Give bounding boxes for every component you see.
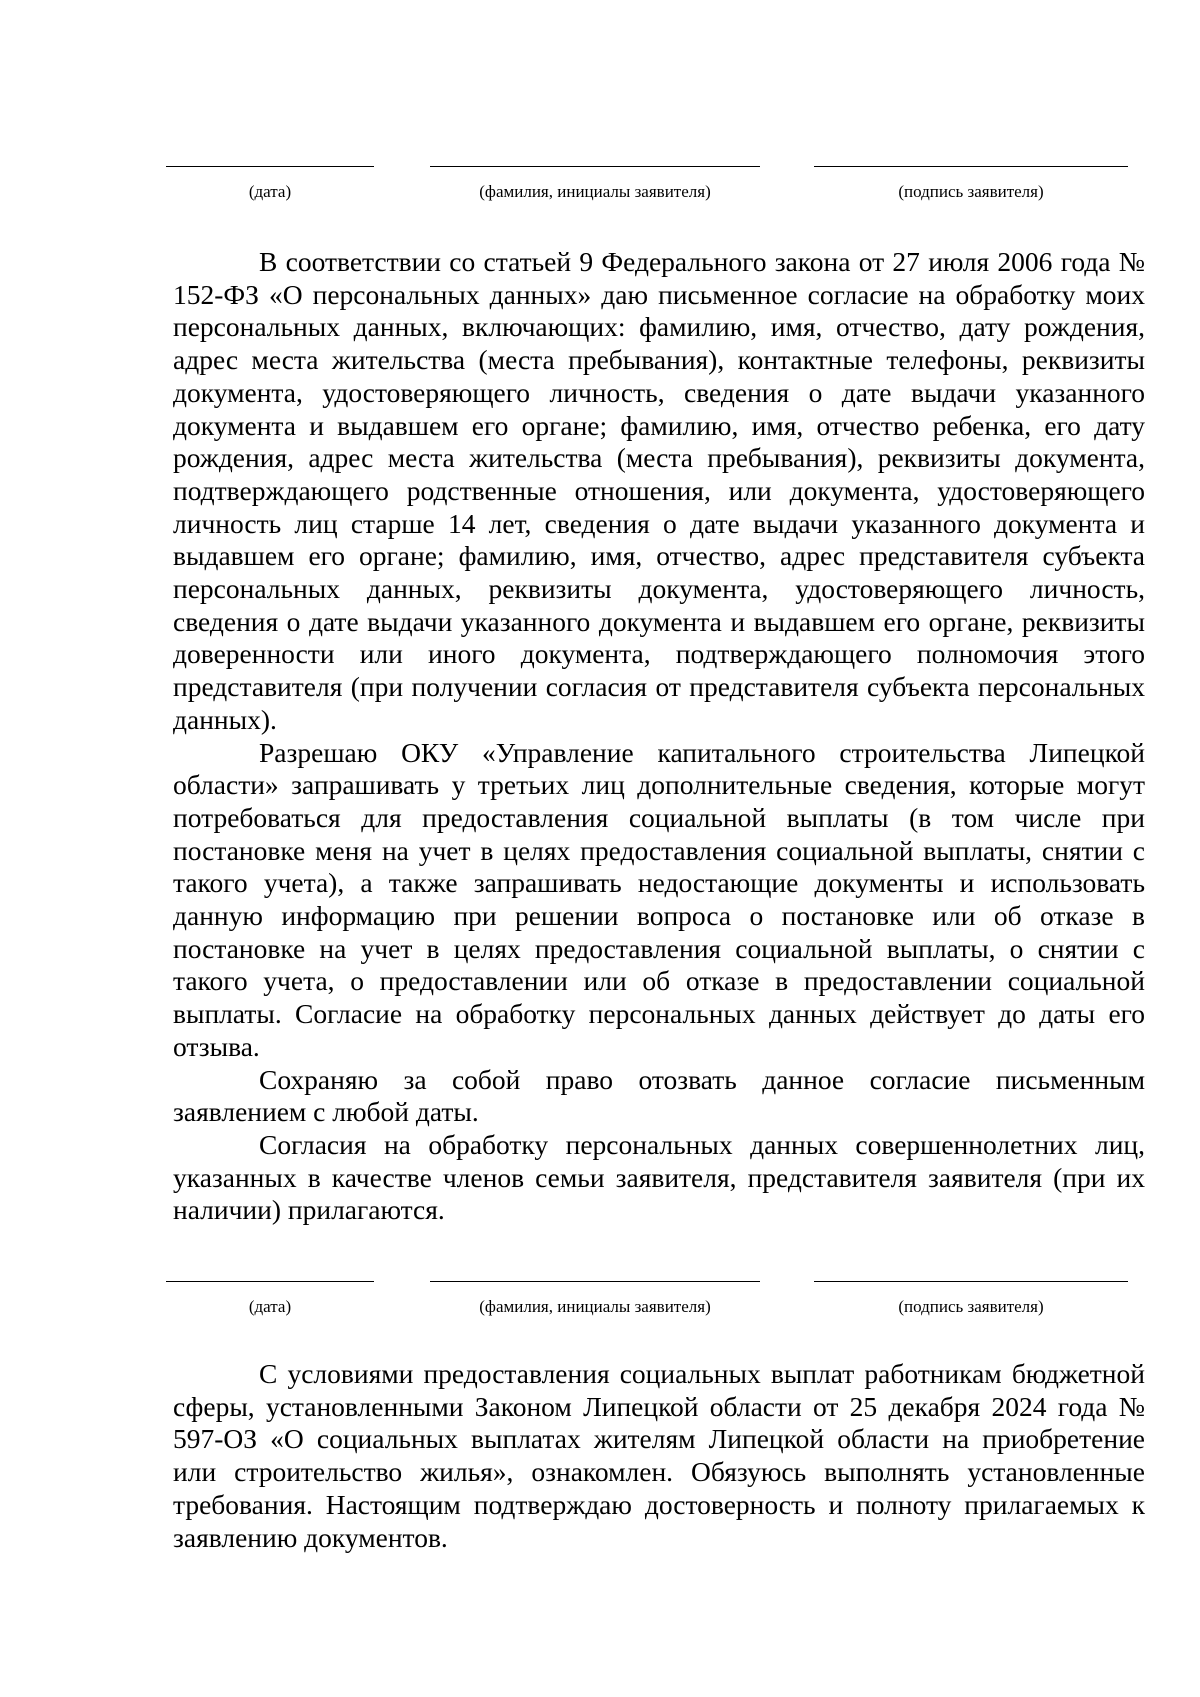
acknowledgement-text (173, 1358, 1145, 1554)
signature-field-line[interactable] (814, 166, 1128, 167)
consent-paragraph-attachments: Согласия на обработку персональных данных совершеннолетних лиц, указанных в качестве членов семьи заявителя, представителя заявителя (при их наличии) прилагаются. (173, 1128, 1145, 1226)
date-caption: (дата) (248, 1297, 292, 1316)
date-field-line[interactable] (166, 1281, 374, 1282)
date-caption: (дата) (248, 182, 292, 201)
signature-field-line[interactable] (814, 1281, 1128, 1282)
signature-caption: (подпись заявителя) (898, 1297, 1044, 1316)
consent-paragraph-legal-basis: В соответствии со статьей 9 Федерального закона от 27 июля 2006 года № 152-ФЗ «О персональных данных» даю письменное согласие на обработку моих персональных данных, включающих: фамилию, имя, отчество, дату рождения, адрес места жительства (места пребывания), контактные телефоны, реквизиты документа, удостоверяющего личность, сведения о дате выдачи указанного документа и выдавшем его органе; фамилию, имя, отчество ребенка, его дату рождения, адрес места жительства (места пребывания), реквизиты документа, подтверждающего родственные отношения, или документа, удостоверяющего личность лиц старше 14 лет, сведения о дате выдачи указанного документа и выдавшем его органе; фамилию, имя, отчество, адрес представителя субъекта персональных данных, реквизиты документа, удостоверяющего личность, сведения о дате выдачи указанного документа и выдавшем его органе, реквизиты доверенности или иного документа, подтверждающего полномочия этого представителя (при получении согласия от представителя субъекта персональных данных). (173, 246, 1145, 735)
name-caption: (фамилия, инициалы заявителя) (479, 1297, 711, 1316)
signature-block-top (0, 166, 1200, 236)
date-field-line[interactable] (166, 166, 374, 167)
name-field-line[interactable] (430, 166, 760, 167)
signature-block-bottom (0, 1281, 1200, 1351)
acknowledgement-paragraph: С условиями предоставления социальных выплат работникам бюджетной сферы, установленными Законом Липецкой области от 25 декабря 2024 года № 597-ОЗ «О социальных выплатах жителям Липецкой области на приобретение или строительство жилья», ознакомлен. Обязуюсь выполнять установленные требования. Настоящим подтверждаю достоверность и полноту прилагаемых к заявлению документов. (173, 1358, 1145, 1553)
consent-paragraph-revocation: Сохраняю за собой право отозвать данное согласие письменным заявлением с любой даты. (173, 1063, 1145, 1128)
consent-paragraph-permission: Разрешаю ОКУ «Управление капитального строительства Липецкой области» запрашивать у третьих лиц дополнительные сведения, которые могут потребоваться для предоставления социальной выплаты (в том числе при постановке меня на учет в целях предоставления социальной выплаты, снятии с такого учета), а также запрашивать недостающие документы и использовать данную информацию при решении вопроса о постановке или об отказе в постановке на учет в целях предоставления социальной выплаты, о снятии с такого учета, о предоставлении или об отказе в предоставлении социальной выплаты. Согласие на обработку персональных данных действует до даты его отзыва. (173, 736, 1145, 1062)
name-caption: (фамилия, инициалы заявителя) (479, 182, 711, 201)
signature-caption: (подпись заявителя) (898, 182, 1044, 201)
consent-text (173, 246, 1145, 1227)
name-field-line[interactable] (430, 1281, 760, 1282)
